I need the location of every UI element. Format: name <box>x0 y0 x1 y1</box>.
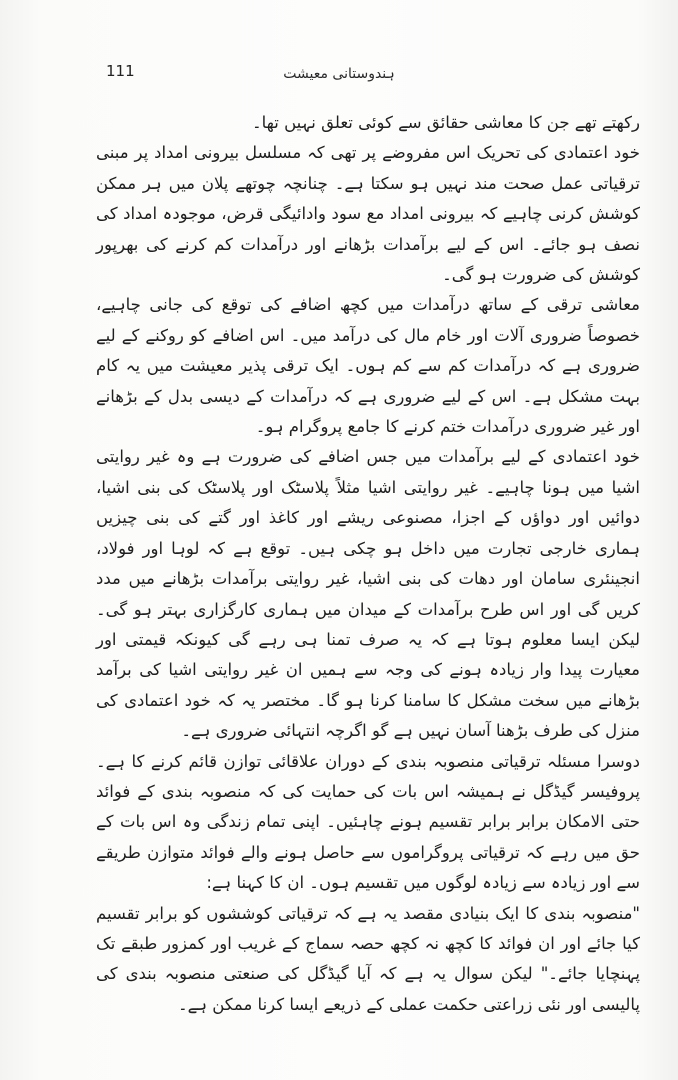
paragraph-4: خود اعتمادی کے لیے برآمدات میں جس اضافے کی ضرورت ہے وہ غیر روایتی اشیا میں ہونا چاہیے۔ غیر روایتی اشیا مثلاً پلاسٹک اور پلاسٹک کی بنی اشیا، دوائیں اور دواؤں کے اجزا، مصنوعی ریشے اور کاغذ اور گتے کی بنی چیزیں ہماری خارجی تجارت میں داخل ہو چکی ہیں۔ توقع ہے کہ لوہا اور فولاد، انجینئری سامان اور دھات کی بنی اشیا، غیر روایتی برآمدات بڑھانے میں مدد کریں گی اور اس طرح برآمدات کے میدان میں ہماری کارگزاری بہتر ہو گی۔ لیکن ایسا معلوم ہوتا ہے کہ یہ صرف تمنا ہی رہے گی کیونکہ قیمتی اور معیارت پیدا وار زیادہ ہونے کی وجہ سے ہمیں ان غیر روایتی اشیا کی برآمد بڑھانے میں سخت مشکل کا سامنا کرنا ہو گا۔ مختصر یہ کہ خود اعتمادی کی منزل کی طرف بڑھنا آسان نہیں ہے گو اگرچہ انتہائی ضروری ہے۔ <box>96 447 640 741</box>
paragraph-3: معاشی ترقی کے ساتھ درآمدات میں کچھ اضافے کی توقع کی جانی چاہیے، خصوصاً ضروری آلات اور خام مال کی درآمد میں۔ اس اضافے کو روکنے کے لیے ضروری ہے کہ درآمدات کم سے کم ہوں۔ ایک ترقی پذیر معیشت میں یہ کام بہت مشکل ہے۔ اس کے لیے ضروری ہے کہ درآمدات کے دیسی بدل کے بڑھانے اور غیر ضروری درآمدات ختم کرنے کا جامع پروگرام ہو۔ <box>96 295 640 437</box>
paragraph-6: "منصوبہ بندی کا ایک بنیادی مقصد یہ ہے کہ ترقیاتی کوششوں کو برابر تقسیم کیا جائے اور ان فوائد کا کچھ نہ کچھ حصہ سماج کے غریب اور کمزور طبقے تک پہنچایا جائے۔" لیکن سوال یہ ہے کہ آیا گیڈگل کی صنعتی منصوبہ بندی کی پالیسی اور نئی زراعتی حکمت عملی کے ذریعے ایسا کرنا ممکن ہے۔ <box>96 903 640 1014</box>
paragraph-5: دوسرا مسئلہ ترقیاتی منصوبہ بندی کے دوران علاقائی توازن قائم کرنے کا ہے۔ پروفیسر گیڈگل نے ہمیشہ اس بات کی حمایت کی کہ منصوبہ بندی کے فوائد حتی الامکان برابر برابر تقسیم ہونے چاہئیں۔ اپنی تمام زندگی وہ اس بات کے حق میں رہے کہ ترقیاتی پروگراموں سے حاصل ہونے والے فوائد متوازن طریقے سے اور زیادہ سے زیادہ لوگوں میں تقسیم ہوں۔ ان کا کہنا ہے: <box>96 751 640 893</box>
page-number: 111 <box>106 62 135 80</box>
body-text <box>96 108 640 1020</box>
running-head: ہندوستانی معیشت <box>283 66 395 82</box>
paragraph-2: خود اعتمادی کی تحریک اس مفروضے پر تھی کہ مسلسل بیرونی امداد پر مبنی ترقیاتی عمل صحت مند نہیں ہو سکتا ہے۔ چنانچہ چوتھے پلان میں ہر ممکن کوشش کرنی چاہیے کہ بیرونی امداد مع سود وادائیگی قرض، موجودہ امداد کی نصف ہو جائے۔ اس کے لیے برآمدات بڑھانے اور درآمدات کم کرنے کی بھرپور کوشش کی ضرورت ہو گی۔ <box>96 143 640 285</box>
paragraph-1: رکھتے تھے جن کا معاشی حقائق سے کوئی تعلق نہیں تھا۔ <box>251 113 640 132</box>
